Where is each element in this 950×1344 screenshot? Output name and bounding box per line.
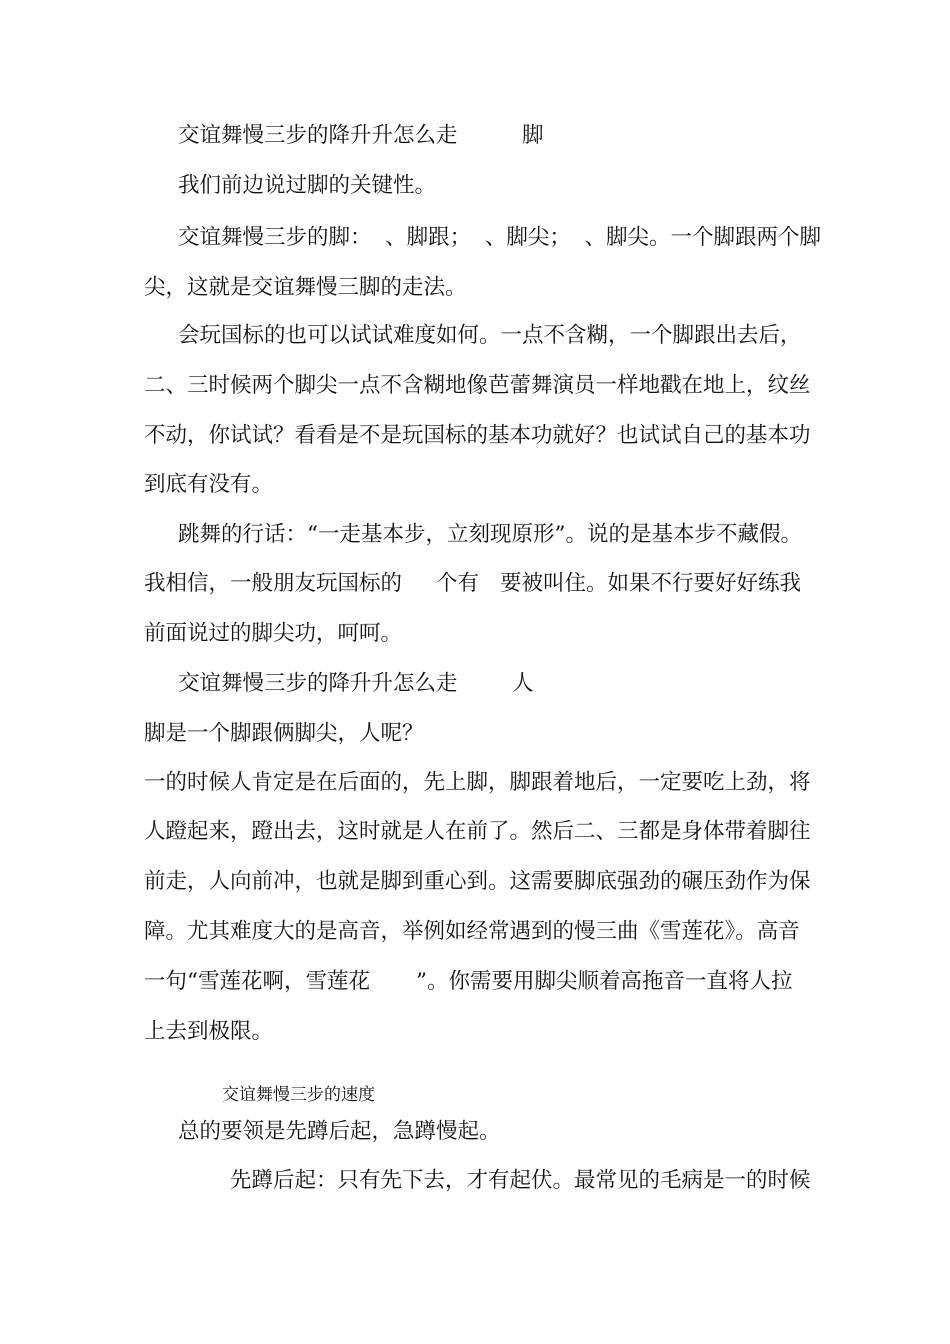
paragraph-line: 交谊舞慢三步的脚： 、脚跟； 、脚尖； 、脚尖。一个脚跟两个脚 (178, 225, 822, 250)
paragraph-line: 脚是一个脚跟俩脚尖，人呢？ (144, 721, 424, 746)
paragraph-line: 一句“雪莲花啊，雪莲花 (144, 969, 370, 994)
paragraph-line: 前走，人向前冲，也就是脚到重心到。这需要脚底强劲的碾压劲作为保 (144, 869, 811, 894)
paragraph-line: 先蹲后起：只有先下去，才有起伏。最常见的毛病是一的时候 (230, 1168, 811, 1193)
paragraph-line: 我们前边说过脚的关键性。 (178, 173, 437, 198)
paragraph-line: 尖，这就是交谊舞慢三脚的走法。 (144, 275, 467, 300)
paragraph-line-fragment: 要被叫住。如果不行要好好练我 (500, 571, 802, 596)
paragraph-line: 我相信，一般朋友玩国标的 (144, 571, 403, 596)
section-heading-suffix: 人 (512, 671, 534, 696)
subsection-heading: 交谊舞慢三步的速度 (222, 1085, 375, 1105)
paragraph-line: 会玩国标的也可以试试难度如何。一点不含糊，一个脚跟出去后， (178, 323, 802, 348)
paragraph-line: 跳舞的行话：“一走基本步，立刻现原形”。说的是基本步不藏假。 (178, 522, 802, 547)
paragraph-line: 人蹬起来，蹬出去，这时就是人在前了。然后二、三都是身体带着脚往 (144, 819, 811, 844)
paragraph-line: 不动，你试试？看看是不是玩国标的基本功就好？也试试自己的基本功 (144, 423, 811, 448)
paragraph-line: 总的要领是先蹲后起，急蹲慢起。 (178, 1119, 501, 1144)
paragraph-line: 障。尤其难度大的是高音，举例如经常遇到的慢三曲《雪莲花》。高音 (144, 919, 800, 944)
paragraph-line: 到底有没有。 (144, 472, 274, 497)
section-heading-suffix: 脚 (522, 123, 544, 148)
paragraph-line-fragment: 个有 (436, 571, 480, 596)
section-heading: 交谊舞慢三步的降升升怎么走 (178, 123, 458, 148)
paragraph-line: 一的时候人肯定是在后面的，先上脚，脚跟着地后，一定要吃上劲，将 (144, 770, 811, 795)
paragraph-line: 二、三时候两个脚尖一点不含糊地像芭蕾舞演员一样地戳在地上，纹丝 (144, 373, 811, 398)
paragraph-line: 前面说过的脚尖功，呵呵。 (144, 621, 403, 646)
paragraph-line-fragment: ”。你需要用脚尖顺着高拖音一直将人拉 (416, 969, 793, 994)
paragraph-line: 上去到极限。 (144, 1019, 274, 1044)
section-heading: 交谊舞慢三步的降升升怎么走 (178, 671, 458, 696)
